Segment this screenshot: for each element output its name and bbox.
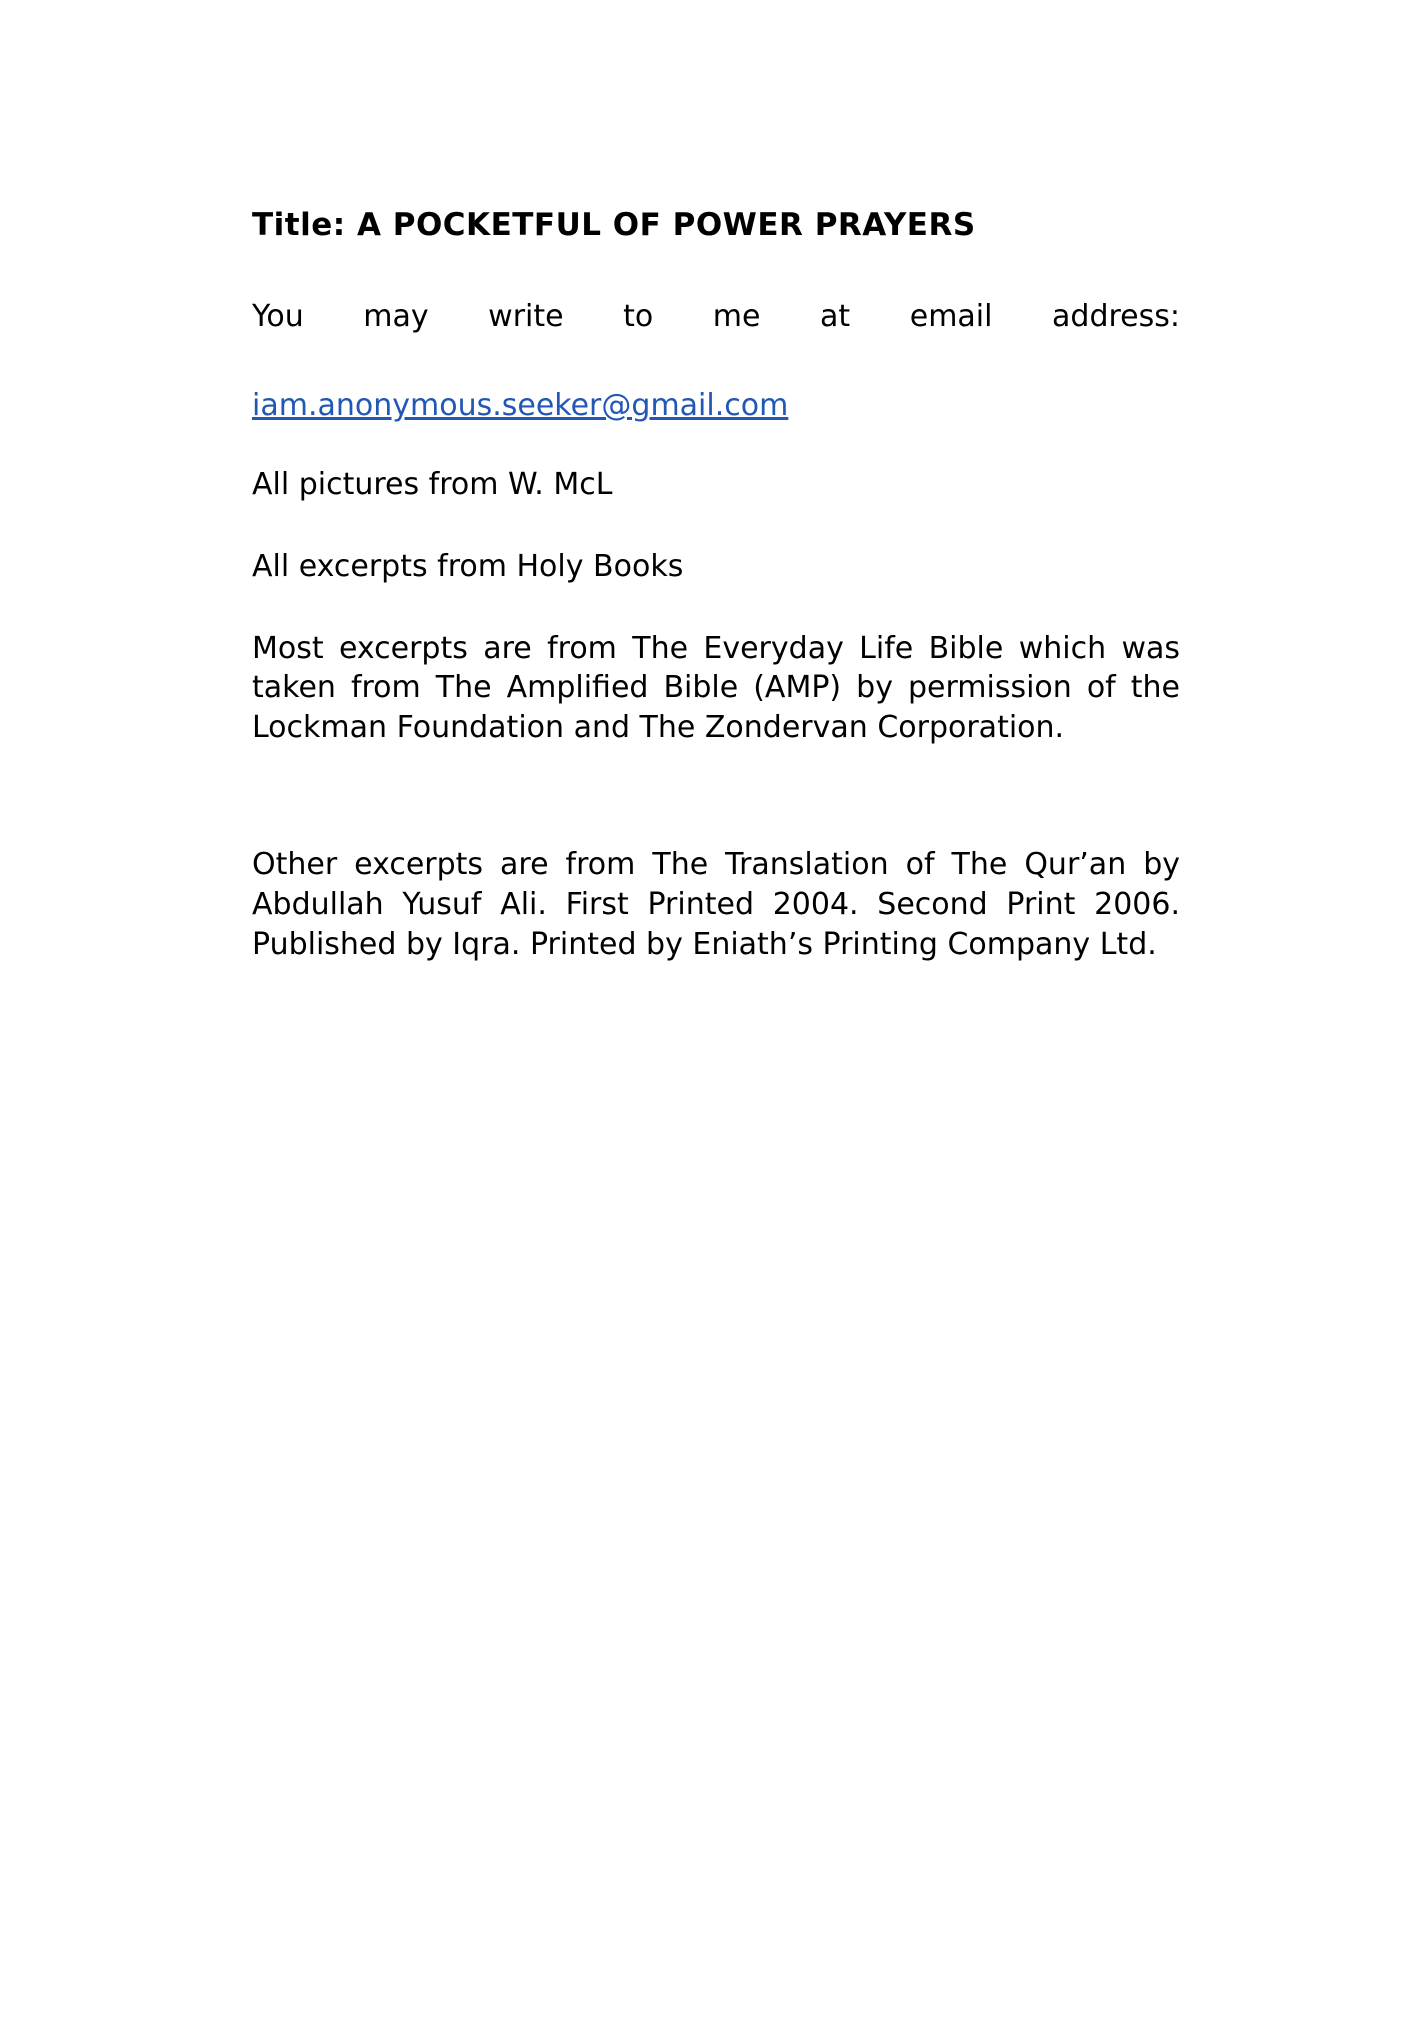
title-prefix: Title: xyxy=(252,207,346,243)
pictures-credit-paragraph: All pictures from W. McL xyxy=(252,467,613,503)
email-line xyxy=(252,388,1180,423)
excerpts-credit-paragraph: All excerpts from Holy Books xyxy=(252,549,684,585)
paragraph-spacer xyxy=(252,789,1180,845)
quran-credit-paragraph: Other excerpts are from The Translation of The Qur’an by Abdullah Yusuf Ali. First Printed 2004. Second Print 2006. Published by Iqra. Printed by Eniath’s Printing Company Ltd. xyxy=(252,847,1180,962)
page-title xyxy=(252,205,1180,245)
amplified-bible-credit-paragraph: Most excerpts are from The Everyday Life Bible which was taken from The Amplified Bible (AMP) by permission of the Lockman Foundation and The Zondervan Corporation. xyxy=(252,630,1180,745)
page-content xyxy=(252,205,1180,1006)
email-link[interactable]: iam.anonymous.seeker@gmail.com xyxy=(252,388,789,424)
title-text: A POCKETFUL OF POWER PRAYERS xyxy=(356,207,976,243)
contact-intro-paragraph: You may write to me at email address: xyxy=(252,299,1180,335)
